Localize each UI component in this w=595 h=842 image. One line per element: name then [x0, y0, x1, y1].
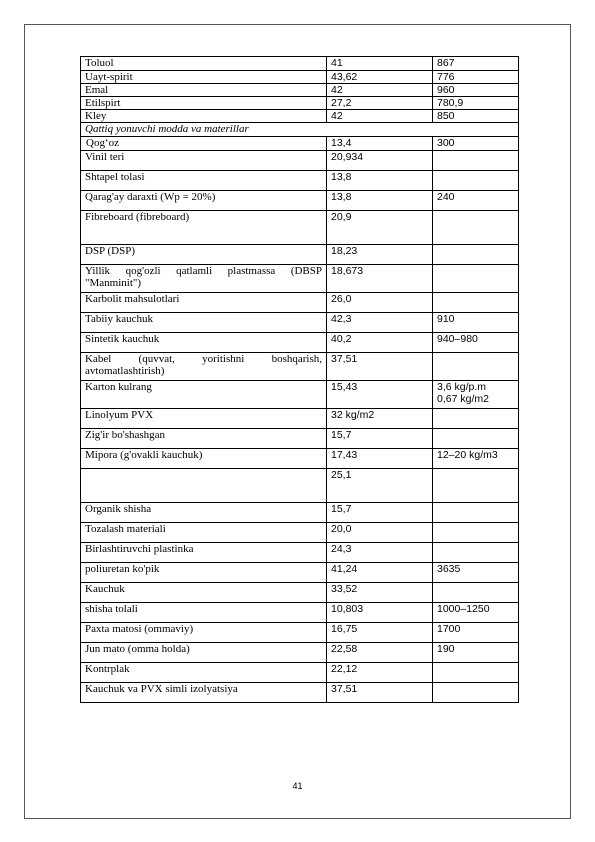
density-value: 910: [433, 313, 519, 333]
density-value: [433, 469, 519, 503]
density-value: 850: [433, 110, 519, 123]
table-row: [81, 643, 519, 663]
material-name: Mipora (g'ovakli kauchuk): [81, 449, 327, 469]
density-value: 1000–1250: [433, 603, 519, 623]
material-name: Kauchuk: [81, 583, 327, 603]
table-row: [81, 469, 519, 503]
table-row: [81, 313, 519, 333]
material-name: Uayt-spirit: [81, 71, 327, 84]
material-name: poliuretan ko'pik: [81, 563, 327, 583]
material-name: Kontrplak: [81, 663, 327, 683]
density-value: [433, 583, 519, 603]
density-value: [433, 353, 519, 381]
material-name: Qog‘oz: [81, 137, 327, 151]
density-value: [433, 503, 519, 523]
density-value: [433, 663, 519, 683]
heat-value: 41: [327, 57, 433, 71]
table-row: [81, 409, 519, 429]
section-row: [81, 123, 519, 137]
table-row: [81, 663, 519, 683]
density-cell: [433, 381, 519, 409]
heat-value: 43,62: [327, 71, 433, 84]
heat-value: 10,803: [327, 603, 433, 623]
material-name: Jun mato (omma holda): [81, 643, 327, 663]
heat-value: 13,8: [327, 171, 433, 191]
material-name: Qarag'ay daraxti (Wp = 20%): [81, 191, 327, 211]
material-name: Tabiiy kauchuk: [81, 313, 327, 333]
heat-value: 20,0: [327, 523, 433, 543]
table-row: [81, 171, 519, 191]
heat-value: 15,43: [327, 381, 433, 409]
material-name: Fibreboard (fibreboard): [81, 211, 327, 245]
table-row: [81, 151, 519, 171]
material-name: Kley: [81, 110, 327, 123]
density-value: [433, 265, 519, 293]
material-name: shisha tolali: [81, 603, 327, 623]
heat-value: 13,8: [327, 191, 433, 211]
heat-value: 37,51: [327, 683, 433, 703]
heat-value: 26,0: [327, 293, 433, 313]
heat-value: 22,12: [327, 663, 433, 683]
material-name: Yillik qog'ozli qatlamli plastmassa (DBSP "Manminit"): [81, 265, 327, 293]
table-row: [81, 265, 519, 293]
density-value: [433, 293, 519, 313]
heat-value: 20,9: [327, 211, 433, 245]
heat-value: 15,7: [327, 503, 433, 523]
density-value: 3,6 kg/p.m: [437, 381, 487, 393]
heat-value: 37,51: [327, 353, 433, 381]
table-row: [81, 211, 519, 245]
density-value: [433, 409, 519, 429]
table-row: [81, 543, 519, 563]
heat-value: 24,3: [327, 543, 433, 563]
density-value: 867: [433, 57, 519, 71]
table-row: [81, 603, 519, 623]
material-name: Sintetik kauchuk: [81, 333, 327, 353]
material-name: Kauchuk va PVX simli izolyatsiya: [81, 683, 327, 703]
table-row: [81, 683, 519, 703]
density-value: 1700: [433, 623, 519, 643]
table-row: [81, 191, 519, 211]
heat-value: 25,1: [327, 469, 433, 503]
heat-value: 42,3: [327, 313, 433, 333]
material-name: Karton kulrang: [81, 381, 327, 409]
page-number: 41: [292, 781, 303, 791]
density-value: 776: [433, 71, 519, 84]
density-value: 12–20 kg/m3: [433, 449, 519, 469]
heat-value: 40,2: [327, 333, 433, 353]
section-title: Qattiq yonuvchi modda va materillar: [81, 123, 519, 137]
materials-table: [80, 56, 519, 703]
density-value: [433, 245, 519, 265]
table-row: [81, 429, 519, 449]
heat-value: 17,43: [327, 449, 433, 469]
material-name: Shtapel tolasi: [81, 171, 327, 191]
table-row: [81, 110, 519, 123]
table-row: [81, 353, 519, 381]
table-row: [81, 623, 519, 643]
table-row: [81, 71, 519, 84]
table-row: [81, 97, 519, 110]
heat-value: 18,673: [327, 265, 433, 293]
material-name: Birlashtiruvchi plastinka: [81, 543, 327, 563]
table-row: [81, 563, 519, 583]
heat-value: 41,24: [327, 563, 433, 583]
material-name: Toluol: [81, 57, 327, 71]
material-name: Organik shisha: [81, 503, 327, 523]
table-row: [81, 381, 519, 409]
heat-value: 42: [327, 84, 433, 97]
table-row: [81, 245, 519, 265]
material-name: DSP (DSP): [81, 245, 327, 265]
table-row: [81, 583, 519, 603]
density-value: [433, 171, 519, 191]
table-row: [81, 523, 519, 543]
density-value: [433, 429, 519, 449]
table-row: [81, 57, 519, 71]
heat-value: 16,75: [327, 623, 433, 643]
density-value: [433, 683, 519, 703]
density-value: 190: [433, 643, 519, 663]
heat-value: 27,2: [327, 97, 433, 110]
density-value: 3635: [433, 563, 519, 583]
density-value: [433, 543, 519, 563]
material-name: Paxta matosi (ommaviy): [81, 623, 327, 643]
material-name: Zig'ir bo'shashgan: [81, 429, 327, 449]
material-name: Tozalash materiali: [81, 523, 327, 543]
table-row: [81, 293, 519, 313]
density-value: [433, 211, 519, 245]
density-value-secondary: 0,67 kg/m2: [437, 393, 489, 405]
density-value: 300: [433, 137, 519, 151]
material-name: Emal: [81, 84, 327, 97]
table-row: [81, 137, 519, 151]
heat-value: 13,4: [327, 137, 433, 151]
table-row: [81, 333, 519, 353]
heat-value: 15,7: [327, 429, 433, 449]
material-name: Etilspirt: [81, 97, 327, 110]
material-name: Linolyum PVX: [81, 409, 327, 429]
table-row: [81, 449, 519, 469]
table-row: [81, 84, 519, 97]
heat-value: 42: [327, 110, 433, 123]
material-name: Vinil teri: [81, 151, 327, 171]
material-name: [81, 469, 327, 503]
heat-value: 18,23: [327, 245, 433, 265]
density-value: 240: [433, 191, 519, 211]
heat-value: 32 kg/m2: [327, 409, 433, 429]
density-value: 940–980: [433, 333, 519, 353]
material-name: Karbolit mahsulotlari: [81, 293, 327, 313]
heat-value: 20,934: [327, 151, 433, 171]
material-name: Kabel (quvvat, yoritishni boshqarish, avtomatlashtirish): [81, 353, 327, 381]
heat-value: 33,52: [327, 583, 433, 603]
density-value: 960: [433, 84, 519, 97]
density-value: [433, 151, 519, 171]
table-row: [81, 503, 519, 523]
density-value: 780,9: [433, 97, 519, 110]
heat-value: 22,58: [327, 643, 433, 663]
density-value: [433, 523, 519, 543]
